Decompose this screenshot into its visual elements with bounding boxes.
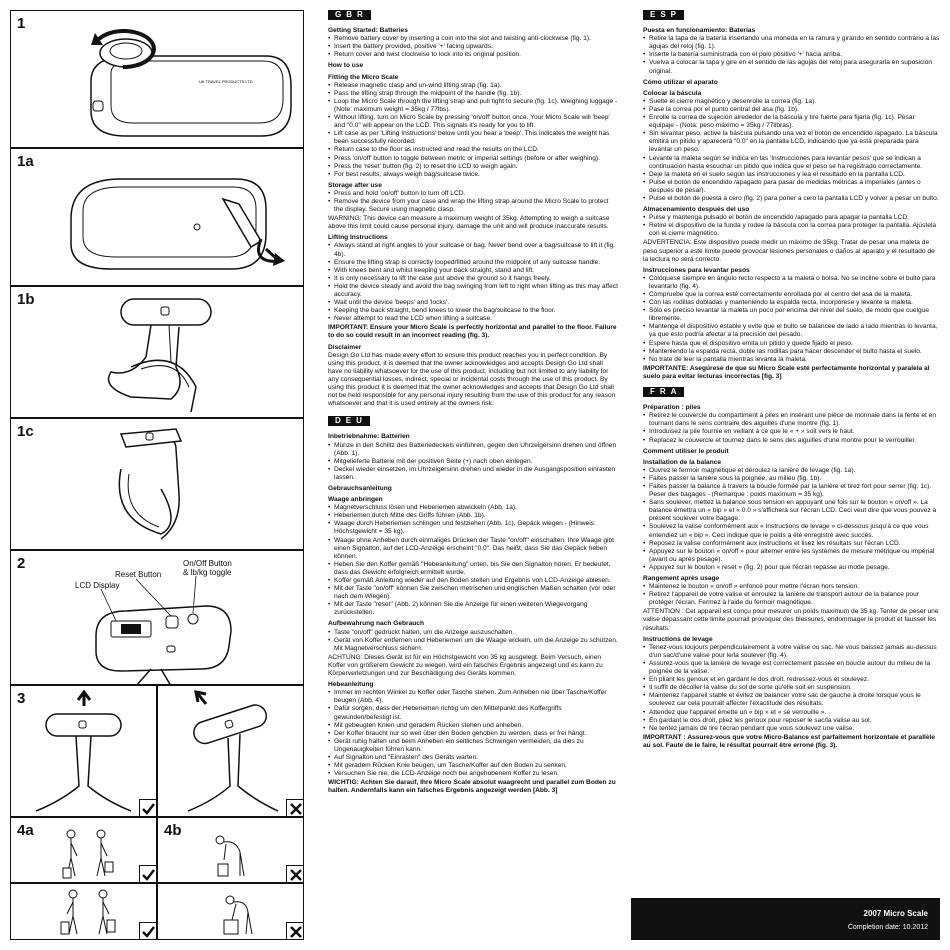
list-item: • Koffer gemäß Anleitung wieder auf den Boden stellen und Ergebnis von LCD-Anzeige ablesen. <box>328 577 618 585</box>
list-item: • Magnetverschluss lösen und Heberiemen abwickeln (Abb. 1a). <box>328 504 618 512</box>
list-item: • Never attempt to read the LCD when lifting a suitcase. <box>328 315 618 323</box>
list-item: • Versuchen Sie nie, die LCD-Anzeige noch bei angehobenem Koffer zu lesen. <box>328 770 618 778</box>
loop-and-tighten-illustration <box>11 419 304 550</box>
list-item: • Taste "on/off" gedrückt halten, um die Anzeige auszuschalten. <box>328 629 618 637</box>
checkmark-icon <box>140 866 158 884</box>
list-item: • Pase la correa por el punto central del asa (fig. 1b). <box>643 106 940 114</box>
list-item: • Loop the Micro Scale through the lifting strap and pull tight to secure (fig. 1c). Weighing luggage - (Note: maximum weight = 35kg / 77lbs). <box>328 98 618 114</box>
list-item: • Keeping the back straight, bend knees to lower the bag/suitcase to the floor. <box>328 307 618 315</box>
list-item: • Mitgelieferte Batterie mit der positiven Seite (+) nach oben einlegen. <box>328 458 618 466</box>
list-item: • It is only necessary to lift the case just above the ground so it hangs freely. <box>328 275 618 283</box>
figure-4b-row2 <box>157 883 304 940</box>
instruction-list <box>328 504 618 617</box>
list-item: • Appuyez sur le bouton « reset » (fig. 2) pour que l'écran repasse au mode pesage. <box>643 564 940 572</box>
list-item: • Colóquese siempre en ángulo recto respecto a la maleta o bolsa. No se incline sobre el bulto para levantarlo (fig. 4). <box>643 275 940 291</box>
warning-text: ADVERTENCIA: Este dispositivo puede medir un máximo de 35kg. Tratar de pesar una maleta de peso superior a este límite puede provocar lesiones personales o daños al aparato y el resultado de la lectura no será correcto. <box>643 239 935 263</box>
list-item: • Appuyez sur le bouton « on/off » pour alterner entre les systèmes de mesure métrique ou impérial (avant ou après pesage). <box>643 548 940 564</box>
onoff-button-label: On/Off Button <box>183 559 232 568</box>
correct-mark <box>139 922 157 940</box>
language-tag-esp: ESP <box>643 10 684 20</box>
section-heading: Storage after use <box>328 181 382 189</box>
figure-number: 1b <box>17 291 35 308</box>
list-item: • Inserte la batería suministrada con el polo positivo '+' hacia arriba. <box>643 51 940 59</box>
list-item: • Waage ohne Anheben durch einmaliges Drücken der Taste "on/off" einschalten. Ihre Waage gibt einen Signalton, auf der LCD-Anzeige erscheint "0.0". Das heißt, dass Sie das Gepäck heben können. <box>328 537 618 561</box>
reset-button-label: Reset Button <box>115 570 162 579</box>
scale-battery-illustration <box>11 11 304 148</box>
incorrect-mark <box>286 799 304 817</box>
instruction-list <box>328 82 618 179</box>
figure-number: 3 <box>17 690 26 707</box>
list-item: • Sin levantar peso, active la báscula pulsando una vez el botón de encendido /apagado. La báscula emitirá un pitido y aparecerá "0.0" en la pantalla LCD, indicando que ya está preparada para levantar un peso. <box>643 130 940 154</box>
strap-through-handle-illustration <box>11 287 304 418</box>
list-item: • Heberiemen durch Mitte des Griffs führen (Abb. 1b). <box>328 512 618 520</box>
list-item: • Sans soulever, mettez la balance sous tension en appuyant une fois sur le bouton « on/off ». La balance émettra un « bip » et « 0.0 » s'affichera sur l'écran LCD. Ceci veut dire que vous pouvez à présent soulever votre bagage. <box>643 499 940 523</box>
checkmark-icon <box>140 923 158 941</box>
list-item: • Manteniendo la espalda recta, doble las rodillas para hacer descender el bulto hasta el suelo. <box>643 348 940 356</box>
product-title: 2007 Micro Scale <box>863 909 928 918</box>
incorrect-mark <box>286 865 304 883</box>
instruction-list <box>643 98 940 203</box>
language-tag-gbr: GBR <box>328 10 371 20</box>
list-item: • Pulse el botón de puesta a cero (fig. 2) para poner a cero la pantalla LCD y volver a pesar un bulto. <box>643 195 940 203</box>
important-note: IMPORTANT: Ensure your Micro Scale is perfectly horizontal and parallel to the floor. Failure to do so could result in an incorrect reading (fig. 3). <box>328 324 617 340</box>
list-item: • No trate de leer la pantalla mientras levanta la maleta. <box>643 356 940 364</box>
horizontal-scale-illustration <box>11 686 157 817</box>
instruction-list <box>643 467 940 572</box>
list-item: • Suelte el cierre magnético y desenrolle la correa (fig. 1a). <box>643 98 940 106</box>
list-item: • Mantenga el dispositivo estable y evite que el bulto se balancee de lado a lado mientras lo levanta, ya que esto podría afectar a la precisión del pesado. <box>643 323 940 339</box>
section-heading: Fitting the Micro Scale <box>328 73 399 81</box>
list-item: • Levante la maleta según se indica en las 'Instrucciones para levantar pesos' que se indican a continuación hasta escuchar un pitido que indica que el peso se ha registrado correctamente. <box>643 155 940 171</box>
illustration-column <box>10 10 304 940</box>
list-item: • Mit gebeugten Knien und geradem Rücken stehen und anheben. <box>328 722 618 730</box>
list-item: • Espere hasta que el dispositivo emita un pitido y quede fijado el peso. <box>643 340 940 348</box>
list-item: • Without lifting, turn on Micro Scale by pressing 'on/off' button once. Your Micro Scale will 'beep' and "0.0" will appear on the LCD. This signals it's ready for you to lift. <box>328 114 618 130</box>
list-item: • Return case to the floor as instructed and read the results on the LCD. <box>328 146 618 154</box>
correct-lifting-posture-1 <box>11 818 157 883</box>
figure-4b-incorrect <box>157 817 304 883</box>
list-item: • Münze in den Schlitz des Batteriedeckels einführen, gegen den Uhrzeigersinn drehen und öffnen (Abb. 1). <box>328 442 618 458</box>
list-item: • Mit der Taste "reset" (Abb. 2) können Sie die Anzeige für einen weiteren Wiegevorgang zurückstellen. <box>328 601 618 617</box>
list-item: • Attendez que l'appareil émette un « bip » et « se verrouille ». <box>643 709 940 717</box>
section-heading: Comment utiliser le produit <box>643 447 729 455</box>
list-item: • Ensure the lifting strap is correctly looped/fitted around the midpoint of any suitcase handle. <box>328 259 618 267</box>
list-item: • Introduisez la pile fournie en veillant à ce que le « + » soit vers le haut. <box>643 428 940 436</box>
list-item: • Remove battery cover by inserting a coin into the slot and twisting anti-clockwise (fig. 1). <box>328 35 618 43</box>
instruction-list <box>328 35 618 59</box>
list-item: • Assurez-vous que la lanière de levage est correctement passée en boucle autour du milieu de la poignée de la valise. <box>643 660 940 676</box>
list-item: • Pass the lifting strap through the midpoint of the handle (fig. 1b). <box>328 90 618 98</box>
section-heading: Almacenamiento después del uso <box>643 206 750 214</box>
instruction-list <box>328 629 618 653</box>
list-item: • Retire el dispositivo de la funda y rodee la báscula con la correa para proteger la pantalla. Ajústela con el cierre magnético. <box>643 222 940 238</box>
list-item: • Retirez l'appareil de votre valise et enroulez la lanière de transport autour de la balance pour protéger l'écran. Fermez à l'aide du fermoir magnétique. <box>643 591 940 607</box>
list-item: • En gardant le dos droit, pliez les genoux pour reposer le sac/la valise au sol. <box>643 717 940 725</box>
list-item: • Press the 'reset' button (fig. 2) to reset the LCD to weigh again. <box>328 163 618 171</box>
list-item: • Retire la tapa de la batería insertando una moneda en la ranura y girando en sentido contrario a las agujas del reloj (fig. 1). <box>643 35 940 51</box>
section-heading: Disclaimer <box>328 343 362 351</box>
figure-4a-row2 <box>10 883 157 940</box>
warning-text: ACHTUNG: Dieses Gerät ist für ein Höchstgewicht von 35 kg ausgelegt. Beim Versuch, einen Koffer von größerem Gewicht zu wiegen, wird ein falsches Ergebnis angezeigt und es kann zu Körperverletzungen und zur Beschädigung des Geräts kommen. <box>328 653 603 678</box>
section-heading: Instructions de levage <box>643 635 713 643</box>
section-heading: Aufbewahrung nach Gebrauch <box>328 620 424 628</box>
list-item: • Il suffit de décoller la valise du sol de sorte qu'elle soit en suspension. <box>643 684 940 692</box>
instruction-list <box>643 583 940 607</box>
cross-icon <box>287 923 305 941</box>
list-item: • Faites passer la lanière sous la poignée, au milieu (fig. 1b). <box>643 475 940 483</box>
warning-text: WARNING: This device can measure a maximum weight of 35kg. Attempting to weigh a suitcase above this limit could cause personal injury, damage the unit and will produce inaccurate results. <box>328 215 610 231</box>
section-heading: Puesta en funcionamiento: Baterías <box>643 27 756 35</box>
completion-date: Completion date: 10.2012 <box>847 924 928 931</box>
list-item: • Reposez la valise conformément aux instructions et lisez les résultats sur l'écran LCD. <box>643 540 940 548</box>
list-item: • Retirez le couvercle du compartiment à piles en insérant une pièce de monnaie dans la fente et en tournant dans le sens contraire des aiguilles d'une montre (fig. 1). <box>643 412 940 428</box>
list-item: • Hold the device steady and avoid the bag swinging from left to right when lifting as this may affect accuracy. <box>328 283 618 299</box>
cross-icon <box>287 866 305 884</box>
list-item: • Dafür sorgen, dass der Heberiemen richtig um den Mittelpunkt des Koffergriffs gewunden/befestigt ist. <box>328 705 618 721</box>
list-item: • Gerät von Koffer entfernen und Heberiemen um die Waage wickeln, um die Anzeige zu schützen. Mit Magnetverschluss sichern. <box>328 637 618 653</box>
figure-1b <box>10 286 304 418</box>
figure-number: 4a <box>17 822 34 839</box>
section-heading: Inbetriebnahme: Batterien <box>328 433 410 441</box>
section-heading: Gebrauchsanleitung <box>328 484 392 492</box>
instruction-list <box>328 242 618 323</box>
list-item: • Ne tentez jamais de lire l'écran pendant que vous soulevez une valise. <box>643 725 940 733</box>
list-item: • Return cover and twist clockwise to lock into its original position. <box>328 51 618 59</box>
language-tag-deu: DEU <box>328 416 370 426</box>
list-item: • Replacez le couvercle et tournez dans le sens des aiguilles d'une montre pour le verrouiller. <box>643 437 940 445</box>
list-item: • With knees bent and whilst keeping your back straight, stand and lift. <box>328 267 618 275</box>
list-item: • Der Koffer braucht nur so weit über den Boden gehoben zu werden, dass er frei hängt. <box>328 730 618 738</box>
list-item: • For best results, always weigh bag/suitcase twice. <box>328 171 618 179</box>
figure-number: 4b <box>164 822 182 839</box>
figure-number: 1c <box>17 423 34 440</box>
list-item: • Press and hold 'on/off' button to turn off LCD. <box>328 190 618 198</box>
instruction-list <box>328 689 618 778</box>
instruction-list <box>643 275 940 364</box>
section-heading: Colocar la báscula <box>643 89 702 97</box>
list-item: • Remove the device from your case and wrap the lifting strap around the Micro Scale to protect the display. Secure using magnetic clasp. <box>328 198 618 214</box>
section-heading: Hebeanleitung <box>328 681 374 689</box>
important-note: IMPORTANT : Assurez-vous que votre Micro-Balance est parfaitement horizontale et parallèle au sol. Faute de le faire, le résultat pourrait être erroné (fig. 3). <box>643 733 936 749</box>
list-item: • Wait until the device 'beeps' and 'locks'. <box>328 299 618 307</box>
list-item: • Con las rodillas dobladas y manteniendo la espalda recta, incorpórese y levante la maleta. <box>643 299 940 307</box>
list-item: • Compruebe que la correa esté correctamente enrollada por el centro del asa de la maleta. <box>643 291 940 299</box>
section-heading: Getting Started: Batteries <box>328 27 408 35</box>
correct-mark <box>139 865 157 883</box>
list-item: • Waage durch Heberiemen schlingen und festziehen (Abb. 1c). Gepäck wiegen - (Hinweis: Höchstgewicht = 35 kg). <box>328 520 618 536</box>
list-item: • En pliant les genoux et en gardant le dos droit, redressez-vous et soulevez. <box>643 676 940 684</box>
section-heading: Cómo utilizar el aparato <box>643 78 718 86</box>
list-item: • Deckel wieder einsetzen, im Uhrzeigersinn drehen und wieder in die Ausgangsposition einrasten lassen. <box>328 466 618 482</box>
instruction-list <box>643 35 940 75</box>
cross-icon <box>287 800 305 818</box>
list-item: • Soulevez la valise conformément aux « Instructions de levage » ci-dessous jusqu'à ce que vous entendiez un « bip ». Ceci indique que le poids a été enregistré avec succès. <box>643 523 940 539</box>
tilted-scale-illustration <box>158 686 304 817</box>
incorrect-mark <box>286 922 304 940</box>
incorrect-lifting-posture-2 <box>158 884 304 940</box>
lcd-display-label: LCD Display <box>75 581 120 590</box>
list-item: • Deje la maleta en el suelo según las instrucciones y lea el resultado en la pantalla LCD. <box>643 171 940 179</box>
section-heading: Installation de la balance <box>643 458 722 466</box>
list-item: • Ouvrez le fermoir magnétique et déroulez la lanière de levage (fig. 1a). <box>643 467 940 475</box>
instruction-list <box>643 412 940 444</box>
checkmark-icon <box>140 800 158 818</box>
figure-1 <box>10 10 304 148</box>
list-item: • Insert the battery provided, positive '+' facing upwards. <box>328 43 618 51</box>
figure-3-correct <box>10 685 157 817</box>
instruction-list <box>328 442 618 482</box>
section-heading: Rangement après usage <box>643 575 720 582</box>
list-item: • Tenez-vous toujours perpendiculairement à votre valise ou sac. Ne vous baissez jamais au-dessus d'un sac/d'une valise pour le/la soulever (fig. 4). <box>643 644 940 660</box>
figure-number: 1 <box>17 15 26 32</box>
warning-text: ATTENTION : Cet appareil est conçu pour mesurer un poids maximum de 35 kg. Tenter de peser une valise dépassant cette limite pourrait provoquer des blessures, endommager le produit et fausser les résultats. <box>643 608 939 632</box>
list-item: • Sólo es preciso levantar la maleta un poco por encima del nivel del suelo, de modo que cuelgue libremente. <box>643 307 940 323</box>
list-item: • Pulse el botón de encendido /apagado para pasar de medidas métricas a imperiales (antes o después de pesar). <box>643 179 940 195</box>
instruction-list <box>643 214 940 238</box>
section-heading: Lifting Instructions <box>328 234 388 242</box>
list-item: • Always stand at right angles to your suitcase or bag. Never bend over a bag/suitcase to lift it (fig. 4b). <box>328 242 618 258</box>
list-item: • Mit der Taste "on/off" können Sie zwischen metrischen und englischen Maßen schalten (vor oder nach dem Wiegen). <box>328 585 618 601</box>
instruction-list <box>328 190 618 214</box>
unwind-strap-illustration <box>11 149 304 286</box>
correct-mark <box>139 799 157 817</box>
list-item: • Heben Sie den Koffer gemäß "Hebeanleitung" unten, bis Sie den Signalton hören. Er bedeutet, dass das Gewicht erfolgreich ermittelt wurde. <box>328 561 618 577</box>
list-item: • Mit geradem Rücken Knie beugen, um Tasche/Koffer auf den Boden zu senken. <box>328 762 618 770</box>
section-heading: Préparation : piles <box>643 404 701 412</box>
language-tag-fra: FRA <box>643 387 684 397</box>
figure-1a <box>10 148 304 286</box>
list-item: • Gerät ruhig halten und beim Anheben ein seitliches Schwingen vermeiden, da dies zu Ungenauigkeiten führen kann. <box>328 738 618 754</box>
figure-number: 2 <box>17 555 26 572</box>
list-item: • Enrolle la correa de sujeción alrededor de la báscula y tire fuerte para fijarla (fig. 1c). Pesar equipaje - (Nota: peso máximo = 35kg / 77libras). <box>643 114 940 130</box>
important-note: IMPORTANTE: Asegúrese de que su Micro Scale esté perfectamente horizontal y paralela al suelo para evitar lecturas incorrectas [fig. 3] <box>643 364 930 380</box>
spanish-french-column <box>643 10 940 750</box>
important-note: WICHTIG: Achten Sie darauf, Ihre Micro Scale absolut waagrecht und parallel zum Boden zu halten. Andernfalls kann ein falsches Ergebnis angezeigt werden [Abb. 3] <box>328 779 616 795</box>
list-item: • Pulse y mantenga pulsado el botón de encendido /apagado para apagar la pantalla LCD. <box>643 214 940 222</box>
footer-bar <box>631 898 940 940</box>
figure-2 <box>10 550 304 685</box>
figure-3-incorrect <box>157 685 304 817</box>
section-heading: Waage anbringen <box>328 496 383 504</box>
list-item: • Maintenez l'appareil stable et évitez de balancer votre sac de gauche à droite lorsque vous le soulevez car cela pourrait affecter l'exactitude des résultats. <box>643 692 940 708</box>
instruction-list <box>643 644 940 733</box>
buttons-diagram <box>11 551 304 685</box>
list-item: • Faites passer la balance à travers la boucle formée par la lanière et tirez fort pour serrer (fig. 1c). Peser des bagages - (Remarque : poids maximum = 35 kg). <box>643 483 940 499</box>
list-item: • Immer im rechten Winkel zu Koffer oder Tasche stehen. Zum Anheben nie über Tasche/Koffer beugen (Abb. 4). <box>328 689 618 705</box>
correct-lifting-posture-2 <box>11 884 157 940</box>
list-item: • Lift case as per 'Lifting Instructions' below until you hear a 'beep'. This indicates the weight has been successfully recorded. <box>328 130 618 146</box>
list-item: • Auf Signalton und "Einrasten" des Geräts warten. <box>328 754 618 762</box>
list-item: • Press 'on/off' button to toggle between metric or imperial settings (before or after weighing). <box>328 155 618 163</box>
figure-1c <box>10 418 304 550</box>
list-item: • Release magnetic clasp and un-wind lifting strap (fig. 1a). <box>328 82 618 90</box>
english-german-column <box>328 10 618 795</box>
figure-4a-correct <box>10 817 157 883</box>
incorrect-lifting-posture-1 <box>158 818 304 883</box>
figure-number: 1a <box>17 153 34 170</box>
section-heading: How to use <box>328 62 364 70</box>
section-heading: Instrucciones para levantar pesos <box>643 266 750 274</box>
unit-toggle-label: & lb/kg toggle <box>183 568 232 577</box>
device-brand-text: UK TRAVEL PRODUCTS LTD <box>199 79 253 84</box>
list-item: • Vuelva a colocar la tapa y gire en el sentido de las agujas del reloj para asegurarla en suposición original. <box>643 59 940 75</box>
disclaimer-text: Design Go Ltd has made every effort to ensure this product reaches you in perfect condition. By using this product, it is deemed that the owner acknowledges and accepts Design Go Ltd shall have no liability whatsoever for the use of this product, including but not limited to any liability for any consequential losses, indirect, special or incidental costs through the use of this product. By using this product it is deemed that the owner acknowledges and accepts that Design Go Ltd shall not be held responsible for any personal injury resulting from the use of this product for any reason whatsoever and that it is used entirely at the owners risk. <box>328 351 616 408</box>
list-item: • Maintenez le bouton « on/off » enfoncé pour mettre l'écran hors tension. <box>643 583 940 591</box>
